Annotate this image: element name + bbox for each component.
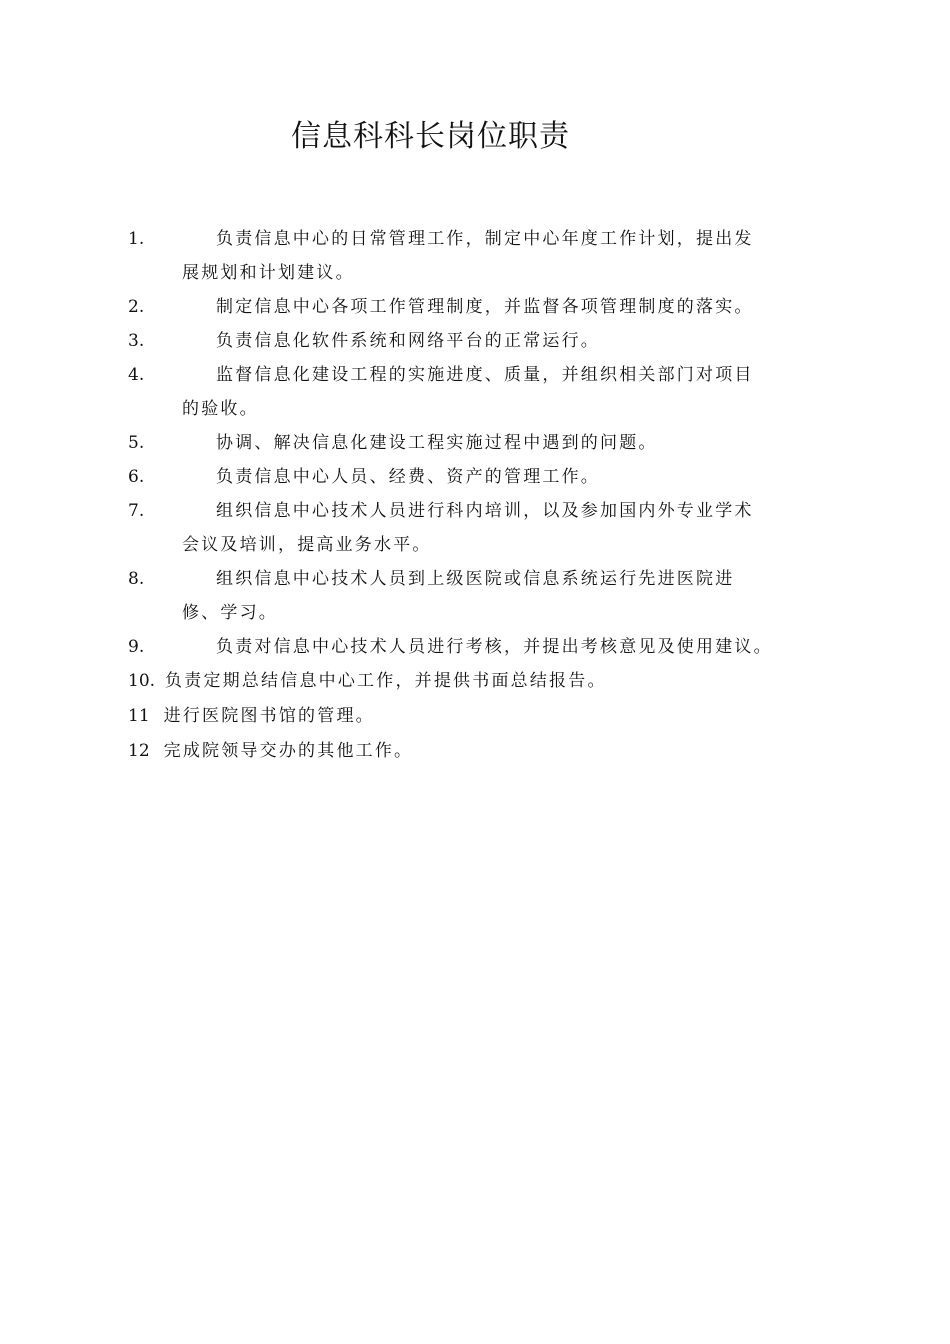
duty-item-1	[128, 222, 818, 290]
duty-text-line1: 监督信息化建设工程的实施进度、质量，并组织相关部门对项目	[216, 365, 754, 385]
duty-number: 8.	[128, 569, 145, 589]
duty-text: 负责定期总结信息中心工作，并提供书面总结报告。	[165, 671, 607, 691]
duty-text-line2: 的验收。	[182, 399, 259, 419]
document-title: 信息科科长岗位职责	[291, 119, 570, 154]
duty-number: 9.	[128, 637, 145, 657]
duty-item-9	[128, 630, 818, 664]
duty-item-3	[128, 324, 818, 358]
duty-text-line1: 负责信息中心人员、经费、资产的管理工作。	[216, 467, 600, 487]
duty-number: 7.	[128, 501, 145, 521]
duty-text: 完成院领导交办的其他工作。	[163, 741, 414, 761]
duty-number: 2.	[128, 297, 145, 317]
duty-item-12	[128, 734, 818, 769]
duty-text-line1: 协调、解决信息化建设工程实施过程中遇到的问题。	[216, 433, 658, 453]
duty-text-line2: 修、学习。	[182, 603, 278, 623]
duty-item-8	[128, 562, 818, 630]
duty-number: 5.	[128, 433, 145, 453]
duty-item-5	[128, 426, 818, 460]
duty-text-line1: 负责信息化软件系统和网络平台的正常运行。	[216, 331, 600, 351]
duty-list	[128, 222, 818, 769]
duty-number: 3.	[128, 331, 145, 351]
duty-text-line1: 负责对信息中心技术人员进行考核，并提出考核意见及使用建议。	[216, 637, 773, 657]
duty-text-line2: 展规划和计划建议。	[182, 263, 355, 283]
duty-item-7	[128, 494, 818, 562]
duty-item-10	[128, 664, 818, 699]
duty-number: 12	[128, 741, 150, 761]
duty-text-line2: 会议及培训，提高业务水平。	[182, 535, 432, 555]
duty-item-6	[128, 460, 818, 494]
duty-number: 4.	[128, 365, 145, 385]
duty-item-2	[128, 290, 818, 324]
duty-number: 6.	[128, 467, 145, 487]
duty-item-4	[128, 358, 818, 426]
duty-number: 10.	[128, 671, 156, 691]
duty-text-line1: 组织信息中心技术人员进行科内培训，以及参加国内外专业学术	[216, 501, 754, 521]
duty-text-line1: 组织信息中心技术人员到上级医院或信息系统运行先进医院进	[216, 569, 735, 589]
duty-number: 1.	[128, 229, 145, 249]
duty-text: 进行医院图书馆的管理。	[163, 706, 375, 726]
duty-text-line1: 负责信息中心的日常管理工作，制定中心年度工作计划，提出发	[216, 229, 754, 249]
duty-item-11	[128, 699, 818, 734]
duty-number: 11	[128, 706, 150, 726]
duty-text-line1: 制定信息中心各项工作管理制度，并监督各项管理制度的落实。	[216, 297, 754, 317]
